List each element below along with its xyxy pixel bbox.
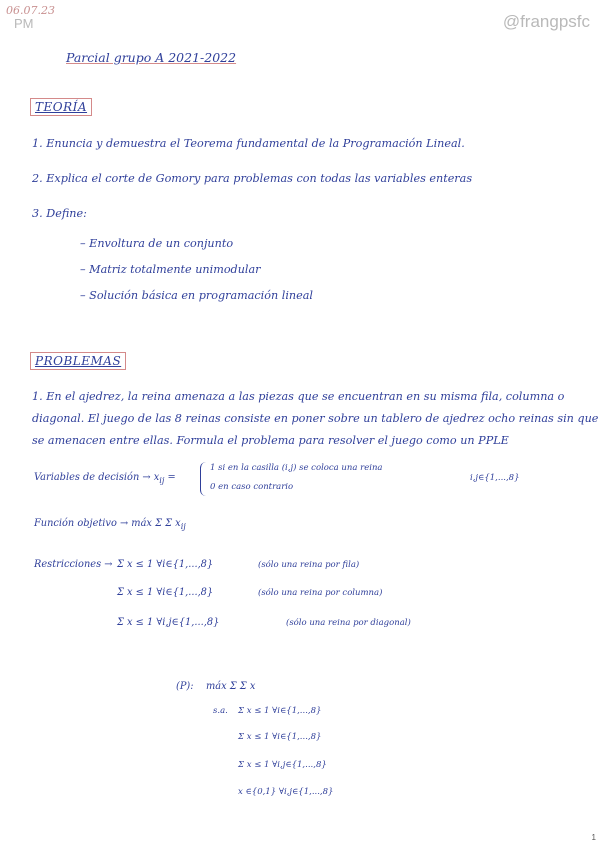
variables-case-0: 0 en caso contrario xyxy=(210,482,294,492)
model-restriction-1: Σ x ≤ 1 ∀i∈{1,...,8} xyxy=(238,706,322,716)
define-item-3: – Solución básica en programación lineal xyxy=(80,289,313,302)
problem-1-line-3: se amenacen entre ellas. Formula el problema para resolver el juego como un PPLE xyxy=(32,434,509,447)
define-item-1: – Envoltura de un conjunto xyxy=(80,237,234,250)
watermark: @frangpsfc xyxy=(502,12,590,31)
model-subject-to: s.a. xyxy=(213,706,228,716)
restriction-3: Σ x ≤ 1 ∀i,j∈{1,...,8} xyxy=(117,617,220,628)
teoria-heading: TEORÍA xyxy=(30,98,92,116)
restriction-3-note: (sólo una reina por diagonal) xyxy=(286,618,411,628)
variables-label: Variables de decisión → $x_{ij}$ = xyxy=(34,472,176,485)
teoria-question-2: 2. Explica el corte de Gomory para problemas con todas las variables enteras xyxy=(32,172,473,185)
restriction-2: Σ x ≤ 1 ∀i∈{1,...,8} xyxy=(117,587,214,598)
restriction-1: Σ x ≤ 1 ∀i∈{1,...,8} xyxy=(117,559,214,570)
variables-case-1: 1 si en la casilla (i,j) se coloca una reina xyxy=(210,463,383,473)
model-restriction-2: Σ x ≤ 1 ∀i∈{1,...,8} xyxy=(238,732,322,742)
problem-1-line-2: diagonal. El juego de las 8 reinas consiste en poner sobre un tablero de ajedrez ocho reinas sin que xyxy=(32,412,599,425)
objective-function: Función objetivo → máx Σ Σ $x_{ij}$ xyxy=(34,518,186,531)
define-item-2: – Matriz totalmente unimodular xyxy=(80,263,261,276)
teoria-question-3: 3. Define: xyxy=(32,207,87,220)
corner-mark: PM xyxy=(14,16,34,31)
restriction-2-note: (sólo una reina por columna) xyxy=(258,588,383,598)
date-label: 06.07.23 xyxy=(6,4,55,17)
teoria-question-1: 1. Enuncia y demuestra el Teorema fundamental de la Programación Lineal. xyxy=(32,137,465,150)
problemas-heading: PROBLEMAS xyxy=(30,352,126,370)
brace-symbol xyxy=(200,462,209,496)
model-restriction-4: x ∈{0,1} ∀i,j∈{1,...,8} xyxy=(238,787,334,797)
model-restriction-3: Σ x ≤ 1 ∀i,j∈{1,...,8} xyxy=(238,760,327,770)
model-name: (P): xyxy=(176,681,194,692)
problem-1-line-1: 1. En el ajedrez, la reina amenaza a las piezas que se encuentran en su misma fila, columna o xyxy=(32,390,565,403)
restriction-1-note: (sólo una reina por fila) xyxy=(258,560,360,570)
page-number: 1 xyxy=(591,833,596,842)
restrictions-label: Restricciones → xyxy=(34,559,113,570)
model-objective: máx Σ Σ x xyxy=(206,681,256,692)
exam-title: Parcial grupo A 2021-2022 xyxy=(66,50,237,65)
variables-range: i,j∈{1,...,8} xyxy=(470,473,520,483)
